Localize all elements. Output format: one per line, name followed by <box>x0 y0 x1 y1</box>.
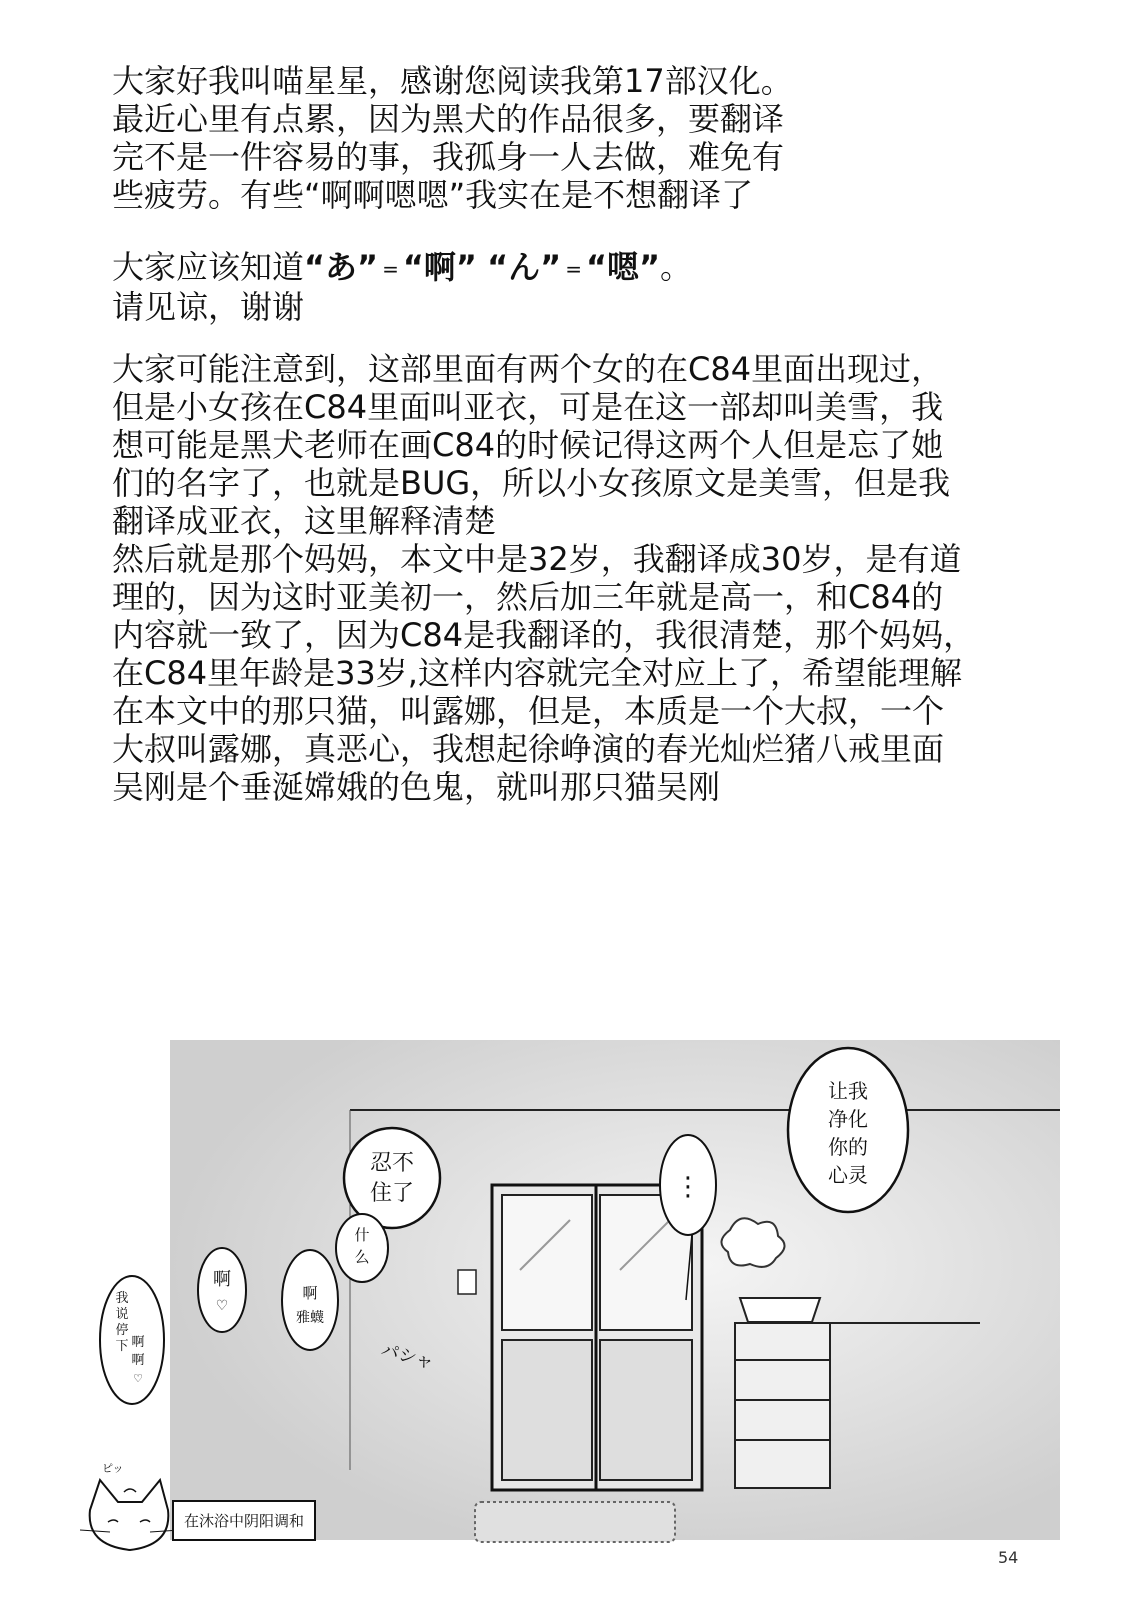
quote-ah: “啊” <box>402 248 477 286</box>
body-line: 内容就一致了，因为C84是我翻译的，我很清楚，那个妈妈， <box>112 616 976 654</box>
bubble-cant-line: 住了 <box>369 1181 415 1206</box>
light-switch <box>458 1270 476 1294</box>
manga-illustration <box>80 1040 1060 1560</box>
note-prefix: 大家应该知道 <box>112 248 305 286</box>
bubble-stop-char: ♡ <box>133 1372 143 1385</box>
bubble-yamete-line: 啊 <box>302 1284 318 1302</box>
cat-sfx: ピッ <box>102 1462 124 1475</box>
bubble-stop-char: 啊 <box>131 1335 145 1350</box>
bubble-cant-hold <box>344 1128 440 1228</box>
caption-box: 在沐浴中阴阳调和 <box>172 1500 316 1541</box>
equals-sign: = <box>565 257 582 281</box>
intro-line: 最近心里有点累，因为黑犬的作品很多，要翻译 <box>112 100 785 138</box>
body-line: 想可能是黑犬老师在画C84的时候记得这两个人但是忘了她 <box>112 426 944 464</box>
quote-en: “嗯” <box>585 248 661 286</box>
body-line: 们的名字了，也就是BUG，所以小女孩原文是美雪，但是我 <box>112 464 951 502</box>
dots-text: ⋮ <box>675 1172 701 1202</box>
body-line: 理的，因为这时亚美初一，然后加三年就是高一，和C84的 <box>112 578 944 616</box>
sliding-door <box>492 1185 702 1490</box>
bubble-purify-line: 净化 <box>828 1107 868 1131</box>
bath-mat <box>475 1502 675 1542</box>
intro-paragraph <box>112 62 1072 214</box>
bubble-ah-yamete <box>282 1250 338 1350</box>
bubble-ah-line: 啊 <box>213 1269 231 1290</box>
thanks-line: 请见谅，谢谢 <box>112 288 305 326</box>
body-line: 在本文中的那只猫，叫露娜，但是，本质是一个大叔，一个 <box>112 692 945 730</box>
body-line: 大家可能注意到，这部里面有两个女的在C84里面出现过， <box>112 350 944 388</box>
body-line: 但是小女孩在C84里面叫亚衣，可是在这一部却叫美雪，我 <box>112 388 944 426</box>
bubble-purify-line: 你的 <box>828 1135 868 1159</box>
bubble-what <box>336 1214 388 1282</box>
intro-line: 完不是一件容易的事，我孤身一人去做，难免有 <box>112 138 785 176</box>
quote-a: “あ” <box>304 248 379 286</box>
bubble-what-line: 么 <box>354 1248 370 1266</box>
bubble-ah <box>198 1248 246 1332</box>
bubble-stop <box>100 1276 164 1404</box>
body-line: 然后就是那个妈妈，本文中是32岁，我翻译成30岁，是有道 <box>112 540 962 578</box>
bubble-yamete-line: 雅蠛 <box>296 1310 324 1326</box>
body-line: 在C84里年龄是33岁,这样内容就完全对应上了，希望能理解 <box>112 654 962 692</box>
body-line: 大叔叫露娜，真恶心，我想起徐峥演的春光灿烂猪八戒里面 <box>112 730 945 768</box>
bubble-purify <box>788 1048 908 1212</box>
bubble-purify-line: 心灵 <box>828 1163 868 1187</box>
quote-n: “ん” <box>487 248 562 286</box>
intro-line: 些疲劳。有些“啊啊嗯嗯”我实在是不想翻译了 <box>112 176 754 214</box>
bubble-cant-line: 忍不 <box>369 1151 415 1176</box>
bubble-purify-line: 让我 <box>828 1079 868 1103</box>
splash-sfx: パシャ <box>378 1339 436 1374</box>
intro-line: 大家好我叫喵星星，感谢您阅读我第17部汉化。 <box>112 62 793 100</box>
body-line: 翻译成亚衣，这里解释清楚 <box>112 502 497 540</box>
bubble-stop-char: 啊 <box>131 1353 145 1368</box>
note-suffix: 。 <box>660 248 693 286</box>
bubble-ah-line: ♡ <box>215 1298 229 1314</box>
page-number: 54 <box>998 1548 1019 1567</box>
bubble-stop-char: 我 <box>115 1291 129 1306</box>
bubble-stop-char: 说 <box>115 1307 129 1322</box>
bubble-stop-char: 停 <box>115 1323 129 1338</box>
bubble-stop-char: 下 <box>115 1339 129 1354</box>
body-line: 吴刚是个垂涎嫦娥的色鬼，就叫那只猫吴刚 <box>112 768 721 806</box>
body-paragraph <box>112 350 1072 806</box>
bubble-what-line: 什 <box>354 1226 370 1244</box>
cat-illustration <box>80 1462 180 1550</box>
equals-sign: = <box>382 257 399 281</box>
translation-note <box>112 248 1072 326</box>
